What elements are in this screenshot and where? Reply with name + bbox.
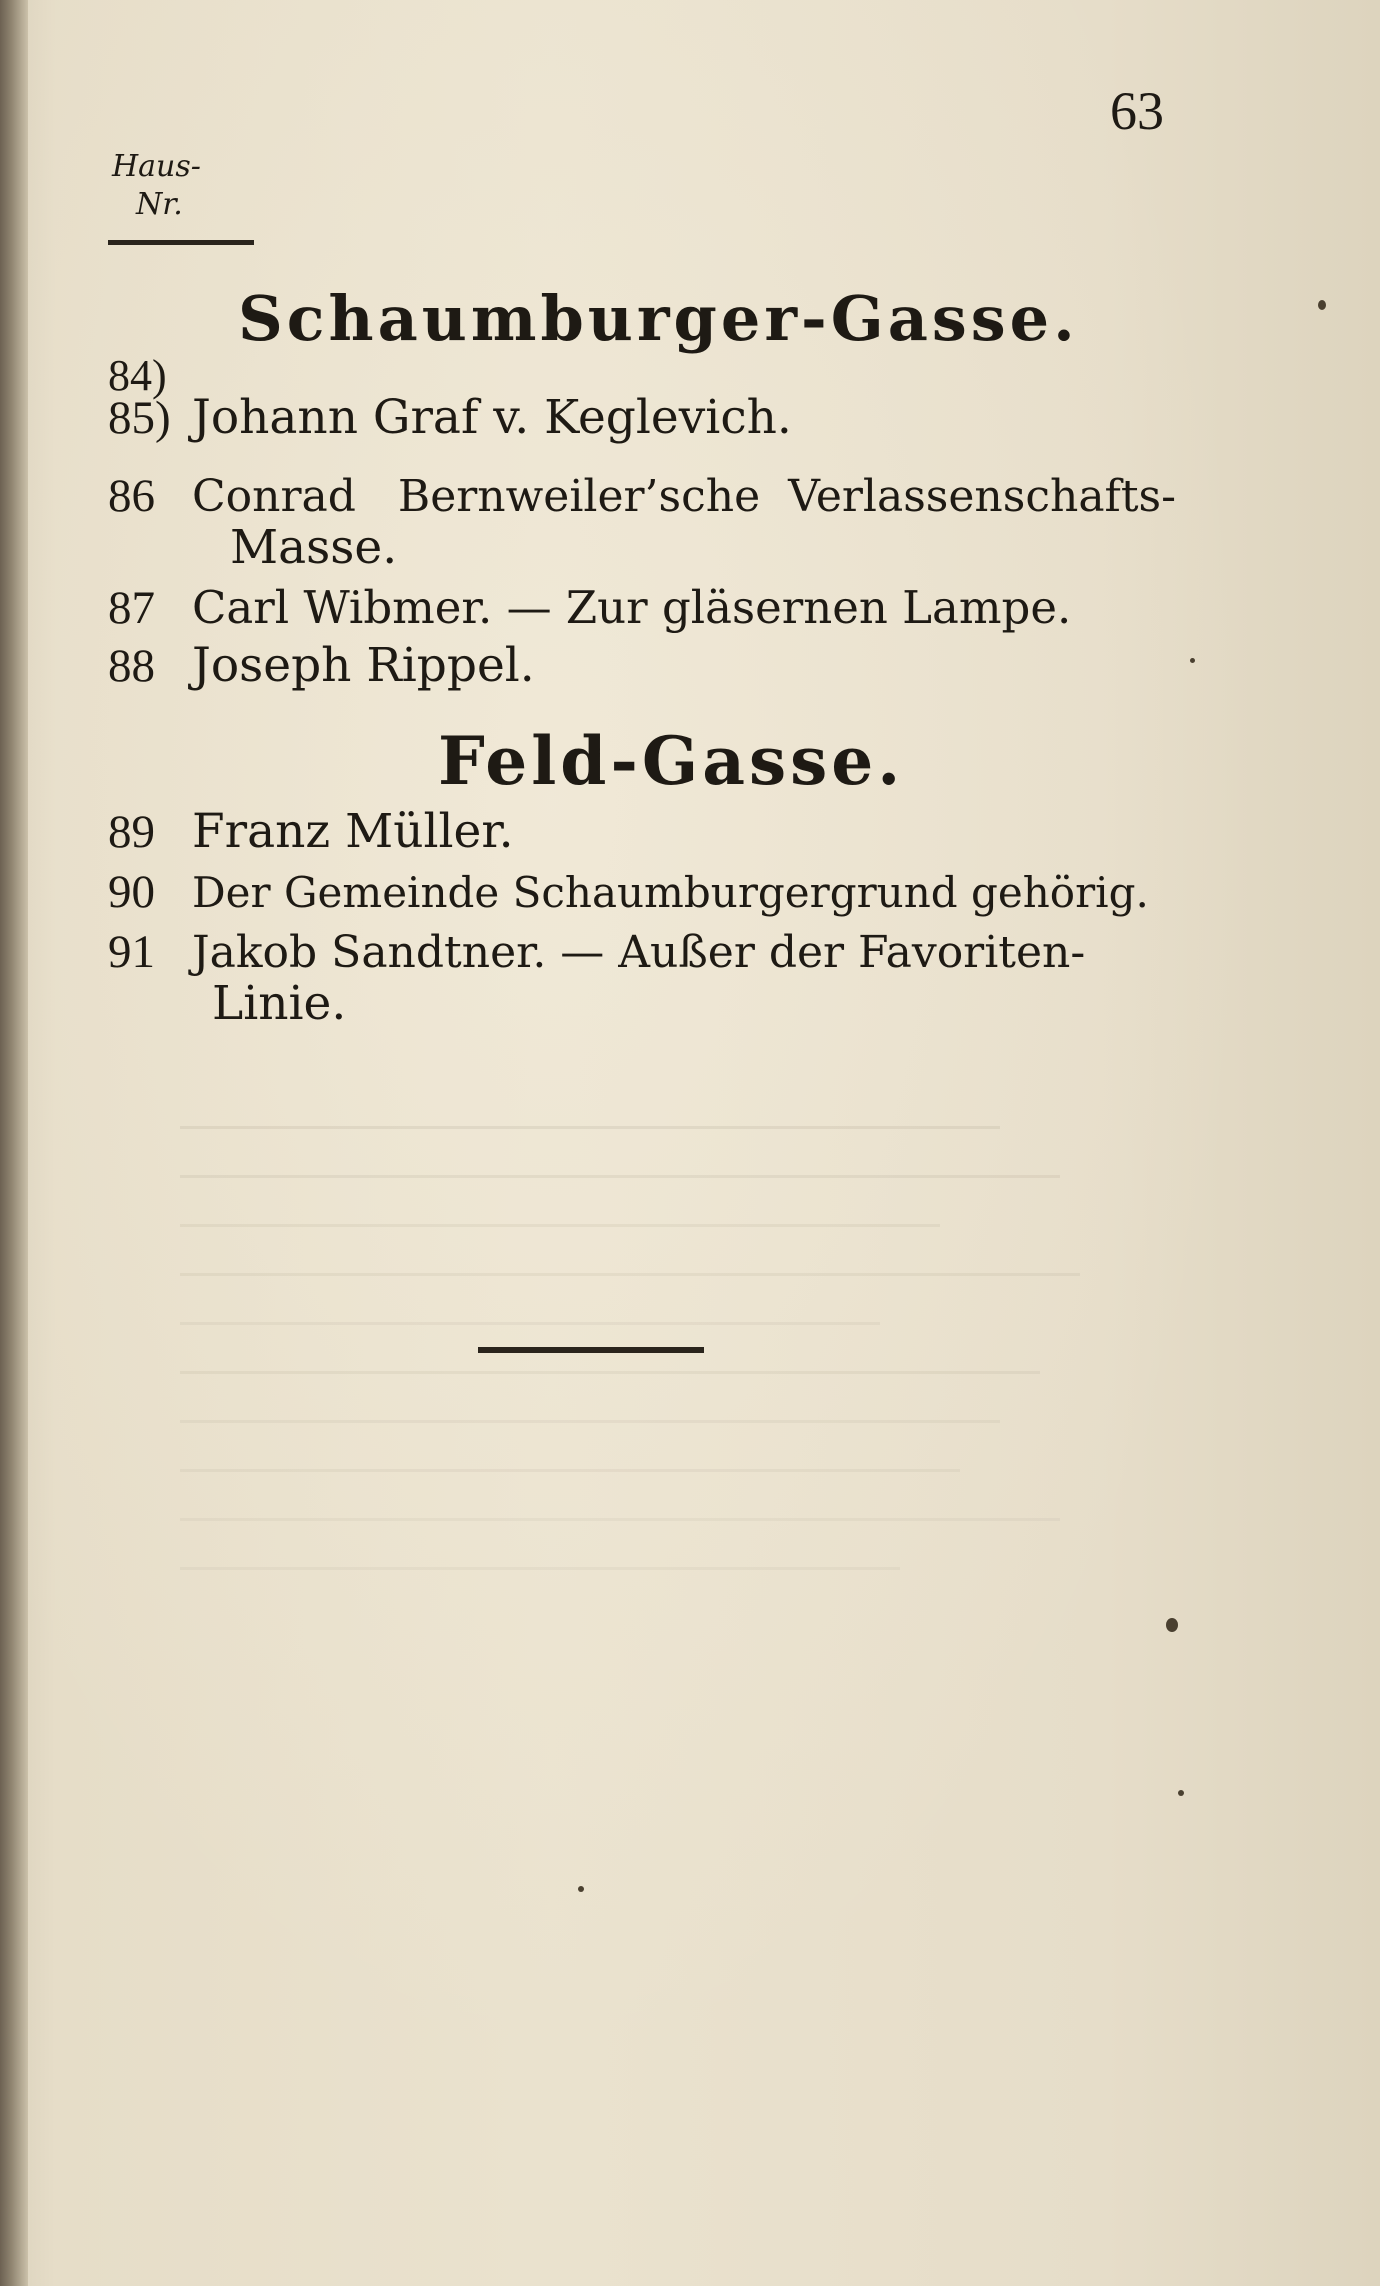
paper-speck <box>1166 1618 1178 1632</box>
entry-text: Der Gemeinde Schaumburgergrund gehörig. <box>192 868 1149 917</box>
paper-speck <box>1178 1790 1184 1796</box>
entry-text: Franz Müller. <box>192 804 514 859</box>
entry-91 <box>108 926 1085 979</box>
entry-87 <box>108 582 1071 634</box>
paper-speck <box>578 1886 584 1892</box>
entry-text: Carl Wibmer. — Zur gläsernen Lampe. <box>192 581 1072 634</box>
entry-number: 85) <box>108 392 171 444</box>
entry-number: 88 <box>108 640 155 692</box>
entry-91-continuation: Linie. <box>212 976 347 1031</box>
entry-number: 87 <box>108 582 155 634</box>
entry-86-continuation: Masse. <box>230 520 398 575</box>
house-number-column-header <box>112 148 201 224</box>
entry-90 <box>108 866 1149 919</box>
entry-text: Joseph Rippel. <box>192 638 535 693</box>
paper-speck <box>1190 658 1195 663</box>
page-number: 63 <box>1110 81 1164 141</box>
entry-86 <box>108 470 1176 523</box>
nr-label: Nr. <box>136 187 183 222</box>
entry-text: Jakob Sandtner. — Außer der Favoriten- <box>192 927 1086 978</box>
entry-88 <box>108 640 535 692</box>
entry-number: 90 <box>108 866 155 918</box>
entry-number: 86 <box>108 470 155 522</box>
entry-number: 89 <box>108 806 155 858</box>
entry-text: Conrad Bernweiler’sche Verlassenschafts- <box>192 471 1176 522</box>
header-rule <box>108 240 254 245</box>
haus-label: Haus- <box>112 149 201 184</box>
section-title-schaumburger-gasse: Schaumburger-Gasse. <box>238 282 1079 355</box>
bleed-through-texture <box>180 1080 1140 1980</box>
book-binding-edge <box>0 0 28 2286</box>
section-end-rule <box>478 1347 704 1353</box>
entry-89 <box>108 806 514 858</box>
entry-number-84: 84) <box>108 351 167 400</box>
entry-85 <box>108 392 792 444</box>
entry-number: 91 <box>108 926 155 978</box>
section-title-feld-gasse: Feld-Gasse. <box>438 722 905 800</box>
paper-speck <box>1318 300 1326 310</box>
entry-text: Johann Graf v. Keglevich. <box>192 390 792 445</box>
